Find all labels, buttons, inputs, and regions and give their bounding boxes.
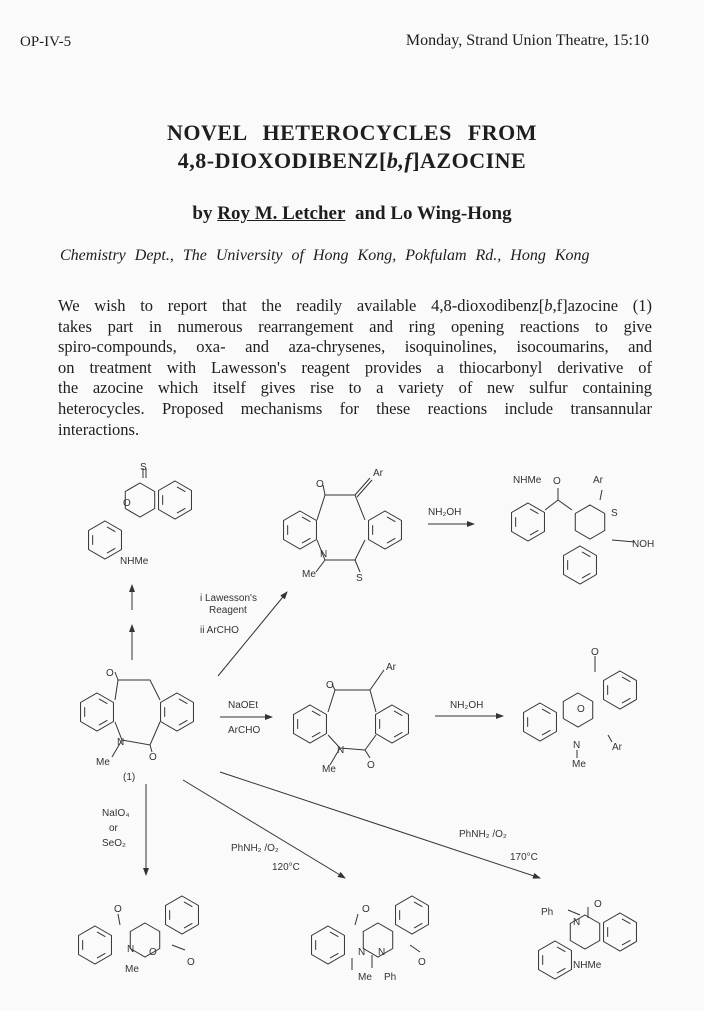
atom-n: N [573,740,581,751]
atom-s: S [356,573,363,584]
hetero-ring [575,505,604,539]
group-me: Me [358,972,372,983]
double-bond [179,720,187,725]
atom-n: N [117,737,125,748]
double-bond [557,968,565,973]
double-bond [394,732,402,737]
group-ar: Ar [373,468,383,479]
abstract-line: interactions. [58,419,140,439]
double-bond [312,711,320,716]
benzene-ring [369,511,402,549]
atom-o: O [106,668,114,679]
reagent-lawesson: i Lawesson's [200,593,257,604]
atom-n: N [320,549,328,560]
double-bond [330,932,338,937]
double-bond [302,538,310,543]
double-bond [542,730,550,735]
benzene-ring [79,926,112,964]
double-bond [97,932,105,937]
double-bond [582,552,590,557]
author-presenting: Roy M. Letcher [217,203,346,224]
benzene-ring [376,705,409,743]
abstract-line: We wish to report that the readily available 4,8-dioxodibenz[b,f]azocine (1) [58,296,652,315]
atom-o: O [367,760,375,771]
atom-o: O [114,904,122,915]
group-ar: Ar [612,742,622,753]
atom-s: S [611,508,618,519]
group-nhme: NHMe [573,960,602,971]
atom-n: N [378,947,386,958]
double-bond [184,902,192,907]
benzene-ring [564,546,597,584]
by-label: by [192,203,213,224]
group-me: Me [322,764,336,775]
atom-o: O [594,899,602,910]
reagent-phnh2-o2: PhNH₂ /O₂ [231,843,279,854]
and-label: and [354,203,386,224]
atom-o: O [187,957,195,968]
reagent-or: or [109,823,118,834]
double-bond [622,677,630,682]
double-bond [530,530,538,535]
group-ar: Ar [593,475,603,486]
double-bond [99,699,107,704]
abstract-code: OP-IV-5 [20,34,72,50]
double-bond [184,923,192,928]
temperature-170: 170°C [510,852,538,863]
double-bond [97,953,105,958]
title-line-1: NOVEL HETEROCYCLES FROM [166,120,538,145]
atom-o: O [123,498,131,509]
benzene-ring [312,926,345,964]
benzene-ring [604,913,637,951]
benzene-ring [512,503,545,541]
benzene-ring [294,705,327,743]
double-bond [177,487,185,492]
double-bond [557,947,565,952]
abstract-line: the azocine which itself gives rise to a variety of new sulfur containing [58,378,652,398]
benzene-ring [89,521,122,559]
atom-o: O [577,704,585,715]
double-bond [394,711,402,716]
atom-n: N [573,917,581,928]
atom-o: O [149,752,157,763]
double-bond [107,527,115,532]
double-bond [622,698,630,703]
double-bond [302,517,310,522]
double-bond [387,538,395,543]
double-bond [99,720,107,725]
double-bond [582,573,590,578]
double-bond [107,548,115,553]
double-bond [622,940,630,945]
title-line-2: 4,8-DIOXODIBENZ[b,f]AZOCINE [177,148,527,173]
group-nhme: NHMe [513,475,542,486]
double-bond [414,902,422,907]
double-bond [177,508,185,513]
atom-o: O [553,476,561,487]
group-ph: Ph [384,972,397,983]
benzene-ring [161,693,194,731]
benzene-ring [396,896,429,934]
group-me: Me [96,757,110,768]
atom-n: N [358,947,366,958]
atom-n: N [337,745,345,756]
atom-o: O [591,647,599,658]
group-me: Me [302,569,316,580]
double-bond [312,732,320,737]
double-bond [330,953,338,958]
affiliation: Chemistry Dept., The University of Hong Kong, Pokfulam Rd., Hong Kong [60,247,590,264]
atom-s: S [140,462,147,473]
reagent-archo: ii ArCHO [200,625,239,636]
double-bond [414,923,422,928]
benzene-ring [159,481,192,519]
atom-o: O [316,479,324,490]
abstract-line: takes part in numerous rearrangement and ring opening reactions to give [58,316,652,336]
double-bond [387,517,395,522]
reagent-archo: ArCHO [228,725,261,736]
compound-label: (1) [123,772,136,783]
reagent-nh2oh: NH₂OH [428,507,462,518]
author-2: Lo Wing-Hong [390,203,512,224]
group-me: Me [572,759,586,770]
benzene-ring [284,511,317,549]
reagent-seo2: SeO₂ [102,838,126,849]
atom-o: O [326,680,334,691]
reagent-naio4: NaIO₄ [102,808,130,819]
abstract-line: spiro-compounds, oxa- and aza-chrysenes, isoquinolines, isocoumarins, and [58,337,652,357]
group-nhme: NHMe [120,556,149,567]
double-bond [179,699,187,704]
session-info: Monday, Strand Union Theatre, 15:10 [405,32,649,49]
benzene-ring [524,703,557,741]
double-bond [530,509,538,514]
reagent-nh2oh: NH₂OH [450,700,484,711]
atom-o: O [149,947,157,958]
group-noh: NOH [632,539,655,550]
abstract-line: on treatment with Lawesson's reagent provides a thiocarbonyl derivative of [58,357,652,377]
benzene-ring [81,693,114,731]
reagent-phnh2-o2: PhNH₂ /O₂ [459,829,507,840]
benzene-ring [539,941,572,979]
double-bond [542,709,550,714]
temperature-120: 120°C [272,862,300,873]
atom-n: N [127,944,135,955]
arrow-170c [220,772,540,878]
benzene-ring [166,896,199,934]
reagent-naoet: NaOEt [228,700,259,711]
group-ph: Ph [541,907,554,918]
reagent-lawesson: Reagent [209,605,247,616]
double-bond [622,919,630,924]
atom-o: O [418,957,426,968]
abstract-line: heterocycles. Proposed mechanisms for these reactions include transannular [58,398,652,418]
atom-o: O [362,904,370,915]
benzene-ring [604,671,637,709]
group-ar: Ar [386,662,396,673]
arrow-120c [183,780,345,878]
group-me: Me [125,964,139,975]
